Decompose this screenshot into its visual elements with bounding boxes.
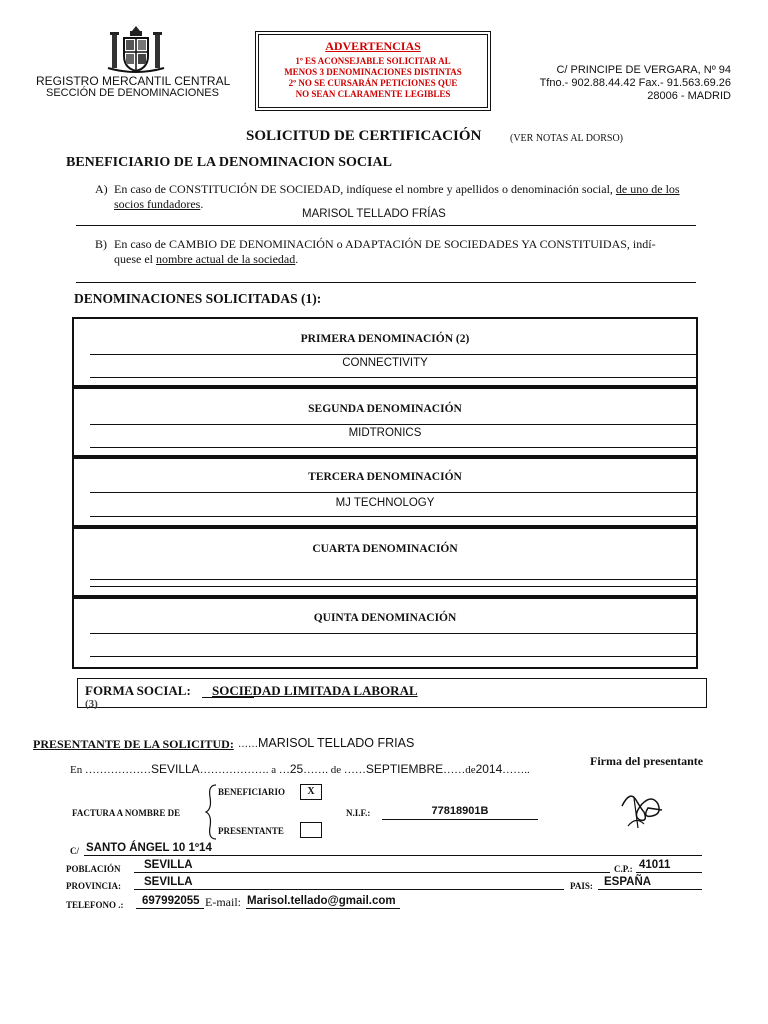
signature-icon: [618, 786, 666, 832]
warnings-title: ADVERTENCIAS: [325, 39, 421, 53]
nif-label: N.I.F.:: [346, 808, 371, 818]
street-line: [84, 855, 702, 856]
denomination-box-4: [72, 525, 698, 599]
denomination-line-5b: [90, 656, 696, 657]
presentante-name: MARISOL TELLADO FRIAS: [258, 736, 415, 750]
presentante-option-label: PRESENTANTE: [218, 826, 284, 836]
beneficiario-checkbox[interactable]: X: [300, 784, 322, 800]
nif-line: [382, 819, 538, 820]
date-month[interactable]: SEPTIEMBRE: [365, 762, 444, 776]
denomination-label-3: TERCERA DENOMINACIÓN: [308, 471, 462, 483]
date-row: [70, 762, 530, 776]
cp-line: [636, 872, 702, 873]
beneficiary-a-end: .: [200, 197, 204, 211]
presentante-label: PRESENTANTE DE LA SOLICITUD:: [33, 737, 234, 751]
beneficiary-b-line2: [114, 252, 714, 267]
forma-social-underline: [202, 697, 254, 698]
beneficiario-option-label: BENEFICIARIO: [218, 787, 286, 797]
beneficiary-a-instruction: En caso de CONSTITUCIÓN DE SOCIEDAD, indíquese el nombre y apellidos o denominación social,: [114, 182, 616, 196]
email-value[interactable]: Marisol.tellado@gmail.com: [247, 895, 396, 907]
provincia-line: [134, 889, 564, 890]
denomination-label-1: PRIMERA DENOMINACIÓN (2): [300, 333, 470, 345]
factura-brace-icon: [204, 783, 218, 841]
registry-title: REGISTRO MERCANTIL CENTRAL: [36, 74, 231, 88]
denomination-value-1[interactable]: CONNECTIVITY: [342, 357, 428, 369]
denomination-line-2a: [90, 424, 696, 425]
denomination-line-3b: [90, 516, 696, 517]
denomination-label-4: CUARTA DENOMINACIÓN: [312, 543, 458, 555]
denomination-line-2b: [90, 447, 696, 448]
coat-of-arms-icon: [106, 24, 166, 76]
address-line-3: 28006 - MADRID: [647, 90, 731, 102]
pais-value[interactable]: ESPAÑA: [604, 876, 652, 888]
date-year[interactable]: 2014: [475, 762, 503, 776]
warnings-box: [258, 34, 488, 108]
denomination-box-5: [72, 595, 698, 669]
address-line-2: Tfno.- 902.88.44.42 Fax.- 91.563.69.26: [539, 77, 731, 89]
factura-label: FACTURA A NOMBRE DE: [72, 808, 181, 818]
title-note: (VER NOTAS AL DORSO): [510, 133, 623, 144]
forma-social-box: [77, 678, 707, 708]
denomination-value-3[interactable]: MJ TECHNOLOGY: [335, 497, 435, 509]
pais-line: [598, 889, 702, 890]
beneficiary-a-value[interactable]: MARISOL TELLADO FRÍAS: [302, 208, 446, 220]
page-title: SOLICITUD DE CERTIFICACIÓN: [246, 128, 482, 144]
beneficiary-a-underlined: de uno de los socios fundadores: [114, 182, 680, 211]
denomination-label-2: SEGUNDA DENOMINACIÓN: [308, 403, 462, 415]
denomination-label-5: QUINTA DENOMINACIÓN: [313, 612, 457, 624]
warning-line-4: NO SEAN CLARAMENTE LEGIBLES: [295, 89, 451, 99]
denomination-box-1: [72, 317, 698, 389]
nif-value[interactable]: 77818901B: [431, 805, 489, 817]
email-label: E-mail:: [205, 895, 241, 909]
beneficiary-b-underlined: nombre actual de la sociedad: [155, 252, 296, 266]
presentante-name-row[interactable]: [238, 735, 414, 751]
date-en: En ………………: [70, 764, 151, 776]
beneficiary-b-line: [76, 282, 696, 283]
poblacion-label: POBLACIÓN: [66, 864, 121, 874]
address-line-1: C/ PRINCIPE DE VERGARA, Nº 94: [556, 64, 731, 76]
presentante-checkbox[interactable]: [300, 822, 322, 838]
street-value[interactable]: SANTO ÁNGEL 10 1º14: [86, 842, 212, 854]
presentante-dots: ……: [238, 739, 258, 750]
cp-label: C.P.:: [614, 864, 633, 874]
beneficiary-b-line1: En caso de CAMBIO DE DENOMINACIÓN o ADAPTACIÓN DE SOCIEDADES YA CONSTITUIDAS, indí-: [114, 237, 656, 251]
beneficiary-b-text: [114, 237, 714, 267]
date-city[interactable]: SEVILLA: [150, 762, 200, 776]
poblacion-value[interactable]: SEVILLA: [144, 859, 193, 871]
forma-social-label: FORMA SOCIAL:: [85, 683, 191, 698]
denomination-line-4b: [90, 586, 696, 587]
cp-value[interactable]: 41011: [639, 859, 671, 871]
beneficiary-heading: BENEFICIARIO DE LA DENOMINACION SOCIAL: [66, 155, 392, 170]
telefono-label: TELEFONO .:: [66, 900, 124, 910]
signature-label: Firma del presentante: [590, 754, 704, 768]
forma-social-note: (3): [85, 698, 98, 710]
denomination-value-2[interactable]: MIDTRONICS: [348, 427, 422, 439]
beneficiary-b-end: .: [295, 252, 299, 266]
denomination-line-1a: [90, 354, 696, 355]
street-label: C/: [70, 846, 79, 856]
forma-social-value-text: SOCIEDAD LIMITADA LABORAL: [212, 683, 418, 698]
telefono-value[interactable]: 697992055: [142, 895, 200, 907]
provincia-label: PROVINCIA:: [66, 881, 121, 891]
date-day[interactable]: 25: [289, 762, 304, 776]
date-de: ……. de ……: [303, 764, 366, 776]
denomination-box-3: [72, 455, 698, 529]
denomination-line-1b: [90, 377, 696, 378]
date-end: ……..: [502, 764, 530, 776]
denomination-line-3a: [90, 492, 696, 493]
registry-section: SECCIÓN DE DENOMINACIONES: [46, 87, 219, 99]
beneficiary-a-line: [76, 225, 696, 226]
warning-line-2: MENOS 3 DENOMINACIONES DISTINTAS: [284, 67, 462, 77]
beneficiary-a-prefix: A): [95, 182, 108, 196]
provincia-value[interactable]: SEVILLA: [144, 876, 193, 888]
date-a: ………………. a …: [199, 764, 290, 776]
poblacion-line: [134, 872, 610, 873]
telefono-line: [136, 908, 204, 909]
warning-line-3: 2º NO SE CURSARÁN PETICIONES QUE: [288, 78, 458, 88]
email-line: [246, 908, 400, 909]
warning-line-1: 1º ES ACONSEJABLE SOLICITAR AL: [295, 56, 451, 66]
denomination-line-5a: [90, 633, 696, 634]
denomination-box-2: [72, 385, 698, 459]
beneficiary-b-pre: quese el: [114, 252, 156, 266]
pais-label: PAIS:: [570, 881, 593, 891]
beneficiary-b-prefix: B): [95, 237, 107, 251]
denomination-line-4a: [90, 579, 696, 580]
date-de2: ……de: [443, 764, 476, 776]
denominations-heading: DENOMINACIONES SOLICITADAS (1):: [74, 291, 322, 306]
